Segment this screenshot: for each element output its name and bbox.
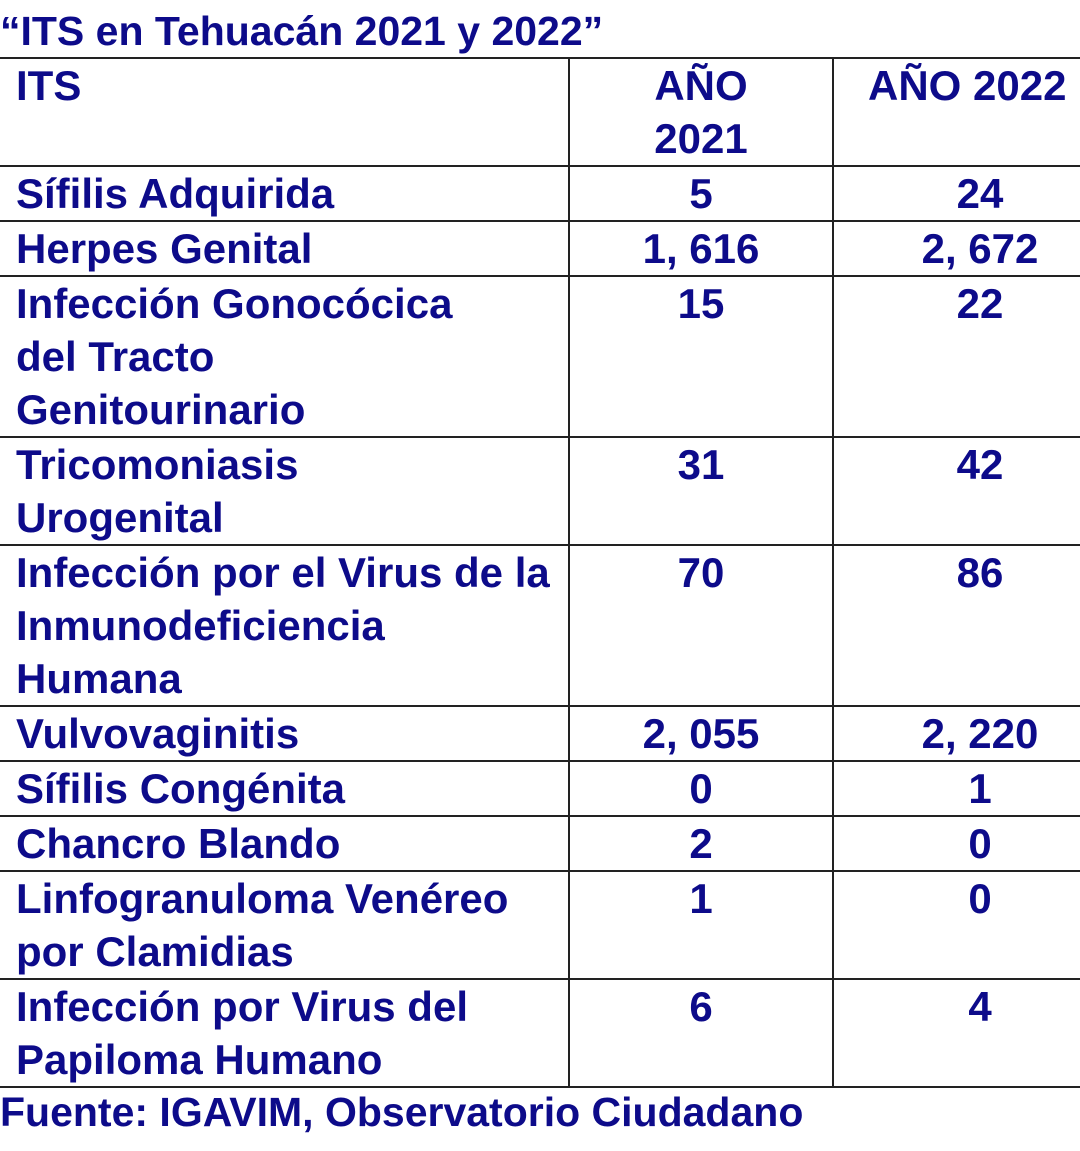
row-value-2022: 42	[833, 437, 1080, 545]
table-row	[0, 437, 1080, 545]
header-year-2021: AÑO 2021	[569, 58, 833, 166]
row-value-2022: 22	[833, 276, 1080, 437]
row-value-2021: 15	[569, 276, 833, 437]
row-value-2022: 0	[833, 871, 1080, 979]
table-row	[0, 221, 1080, 276]
table-row	[0, 276, 1080, 437]
table-row	[0, 816, 1080, 871]
row-name: Chancro Blando	[0, 816, 569, 871]
row-value-2021: 70	[569, 545, 833, 706]
row-name: Infección por el Virus de la Inmunodeficiencia Humana	[0, 545, 569, 706]
row-value-2022: 4	[833, 979, 1080, 1087]
table-row	[0, 706, 1080, 761]
table-row	[0, 979, 1080, 1087]
header-row	[0, 58, 1080, 166]
table-row	[0, 166, 1080, 221]
row-value-2021: 1	[569, 871, 833, 979]
table-title: “ITS en Tehuacán 2021 y 2022”	[0, 8, 604, 54]
row-name: Infección Gonocócica del Tracto Genitourinario	[0, 276, 569, 437]
row-value-2022: 2, 220	[833, 706, 1080, 761]
row-name: Vulvovaginitis	[0, 706, 569, 761]
row-name: Tricomoniasis Urogenital	[0, 437, 569, 545]
row-value-2022: 1	[833, 761, 1080, 816]
row-value-2021: 2, 055	[569, 706, 833, 761]
row-name: Sífilis Congénita	[0, 761, 569, 816]
table-row	[0, 761, 1080, 816]
row-name: Infección por Virus del Papiloma Humano	[0, 979, 569, 1087]
table-row	[0, 545, 1080, 706]
table-row	[0, 871, 1080, 979]
row-value-2021: 6	[569, 979, 833, 1087]
row-value-2021: 1, 616	[569, 221, 833, 276]
row-value-2021: 5	[569, 166, 833, 221]
row-name: Herpes Genital	[0, 221, 569, 276]
row-name: Linfogranuloma Venéreo por Clamidias	[0, 871, 569, 979]
row-value-2022: 24	[833, 166, 1080, 221]
row-name: Sífilis Adquirida	[0, 166, 569, 221]
row-value-2022: 86	[833, 545, 1080, 706]
row-value-2022: 0	[833, 816, 1080, 871]
row-value-2021: 31	[569, 437, 833, 545]
row-value-2021: 0	[569, 761, 833, 816]
source-note: Fuente: IGAVIM, Observatorio Ciudadano	[0, 1089, 804, 1135]
header-year-2022: AÑO 2022	[833, 58, 1080, 166]
header-its: ITS	[0, 58, 569, 166]
row-value-2021: 2	[569, 816, 833, 871]
row-value-2022: 2, 672	[833, 221, 1080, 276]
its-table	[0, 57, 1080, 1088]
